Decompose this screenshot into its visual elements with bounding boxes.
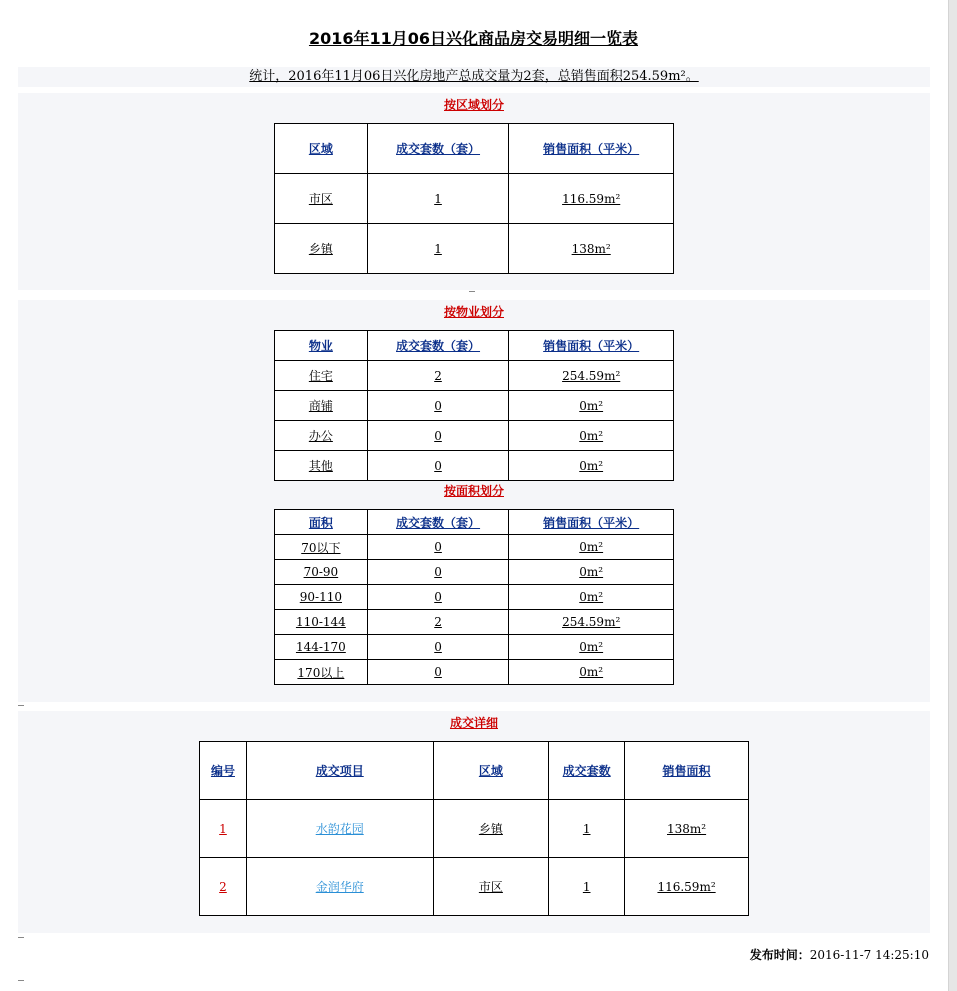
table-row — [275, 610, 674, 635]
deal-count-link[interactable]: 1 — [582, 821, 591, 836]
region-area-link[interactable]: 138m² — [571, 241, 611, 256]
vertical-scrollbar[interactable] — [948, 0, 957, 991]
region-table — [274, 123, 674, 274]
separator-mark: _ — [18, 967, 24, 981]
header-count-link[interactable]: 成交套数（套） — [396, 339, 481, 353]
table-row — [275, 635, 674, 660]
size-range-link[interactable]: 110-144 — [295, 615, 346, 629]
table-header-row — [275, 510, 674, 535]
summary-text: 统计，2016年11月06日兴化房地产总成交量为2套，总销售面积254.59m²。 — [249, 69, 699, 84]
region-panel — [18, 93, 930, 290]
size-area-link[interactable]: 0m² — [579, 590, 604, 604]
area-section-title: 按面积划分 — [443, 484, 504, 498]
property-count-link[interactable]: 0 — [434, 428, 442, 443]
region-name-link[interactable]: 市区 — [308, 192, 333, 206]
header-project-link[interactable]: 成交项目 — [315, 764, 364, 778]
property-area-link[interactable]: 0m² — [579, 398, 604, 413]
size-count-link[interactable]: 0 — [434, 590, 442, 604]
project-name-link[interactable]: 水韵花园 — [315, 822, 364, 836]
summary-band — [18, 67, 930, 87]
header-number-link[interactable]: 编号 — [210, 764, 235, 778]
property-area-panel — [18, 300, 930, 702]
header-area-link[interactable]: 销售面积（平米） — [543, 515, 640, 530]
size-count-link[interactable]: 0 — [434, 640, 442, 654]
table-header-row — [275, 124, 674, 174]
property-count-link[interactable]: 0 — [434, 398, 442, 413]
size-range-link[interactable]: 170以上 — [297, 665, 345, 680]
property-type-link[interactable]: 住宅 — [308, 369, 333, 383]
deal-number-link[interactable]: 1 — [219, 821, 227, 836]
publish-time: 2016-11-7 14:25:10 — [809, 948, 929, 962]
region-count-link[interactable]: 1 — [434, 191, 442, 206]
size-area-link[interactable]: 0m² — [579, 640, 604, 654]
area-table — [274, 509, 674, 685]
table-row — [275, 585, 674, 610]
table-row — [275, 361, 674, 391]
property-area-link[interactable]: 0m² — [579, 428, 604, 443]
property-area-link[interactable]: 254.59m² — [562, 368, 621, 383]
size-area-link[interactable]: 0m² — [579, 540, 604, 554]
table-row — [200, 858, 749, 916]
header-area-link[interactable]: 销售面积 — [662, 764, 711, 778]
separator-mark: _ — [469, 278, 475, 292]
property-type-link[interactable]: 商铺 — [308, 399, 333, 413]
header-region-link[interactable]: 区域 — [308, 142, 333, 156]
table-row — [275, 224, 674, 274]
region-area-link[interactable]: 116.59m² — [562, 191, 621, 206]
property-count-link[interactable]: 2 — [434, 368, 442, 383]
size-count-link[interactable]: 0 — [434, 540, 442, 554]
header-count-link[interactable]: 成交套数（套） — [396, 515, 481, 530]
size-range-link[interactable]: 144-170 — [295, 640, 346, 654]
size-area-link[interactable]: 0m² — [579, 665, 604, 679]
table-header-row — [200, 742, 749, 800]
table-row — [275, 560, 674, 585]
size-range-link[interactable]: 70-90 — [303, 565, 339, 579]
size-range-link[interactable]: 70以下 — [301, 540, 341, 555]
deal-region-link[interactable]: 乡镇 — [478, 822, 503, 836]
property-count-link[interactable]: 0 — [434, 458, 442, 473]
property-section-title: 按物业划分 — [443, 305, 504, 319]
size-area-link[interactable]: 0m² — [579, 565, 604, 579]
deal-number-link[interactable]: 2 — [219, 879, 227, 894]
property-type-link[interactable]: 其他 — [308, 459, 333, 473]
size-count-link[interactable]: 2 — [434, 615, 442, 629]
table-row — [275, 535, 674, 560]
publish-label: 发布时间： — [749, 948, 810, 962]
property-table — [274, 330, 674, 481]
deal-area-link[interactable]: 138m² — [667, 821, 707, 836]
header-count-link[interactable]: 成交套数 — [562, 764, 611, 778]
header-area-link[interactable]: 销售面积（平米） — [543, 142, 640, 156]
table-row — [275, 451, 674, 481]
details-panel — [18, 711, 930, 933]
table-row — [275, 421, 674, 451]
header-area-link[interactable]: 销售面积（平米） — [543, 339, 640, 353]
table-row — [275, 174, 674, 224]
region-name-link[interactable]: 乡镇 — [308, 242, 333, 256]
publish-info — [750, 946, 929, 963]
separator-mark: _ — [18, 924, 24, 938]
details-section-title: 成交详细 — [449, 716, 498, 730]
size-count-link[interactable]: 0 — [434, 565, 442, 579]
region-count-link[interactable]: 1 — [434, 241, 442, 256]
deal-area-link[interactable]: 116.59m² — [657, 879, 716, 894]
size-area-link[interactable]: 254.59m² — [562, 615, 621, 629]
header-region-link[interactable]: 区域 — [478, 764, 503, 778]
header-count-link[interactable]: 成交套数（套） — [396, 142, 481, 156]
region-section-title: 按区域划分 — [443, 98, 504, 112]
header-size-link[interactable]: 面积 — [308, 515, 333, 530]
table-row — [275, 660, 674, 685]
details-table — [199, 741, 749, 916]
table-header-row — [275, 331, 674, 361]
header-property-link[interactable]: 物业 — [308, 339, 333, 353]
deal-count-link[interactable]: 1 — [582, 879, 591, 894]
property-area-link[interactable]: 0m² — [579, 458, 604, 473]
deal-region-link[interactable]: 市区 — [478, 880, 503, 894]
table-row — [200, 800, 749, 858]
size-count-link[interactable]: 0 — [434, 665, 442, 679]
size-range-link[interactable]: 90-110 — [299, 590, 342, 604]
separator-mark: _ — [18, 692, 24, 706]
project-name-link[interactable]: 金润华府 — [315, 880, 364, 894]
table-row — [275, 391, 674, 421]
property-type-link[interactable]: 办公 — [308, 429, 333, 443]
page-title: 2016年11月06日兴化商品房交易明细一览表 — [308, 29, 639, 48]
